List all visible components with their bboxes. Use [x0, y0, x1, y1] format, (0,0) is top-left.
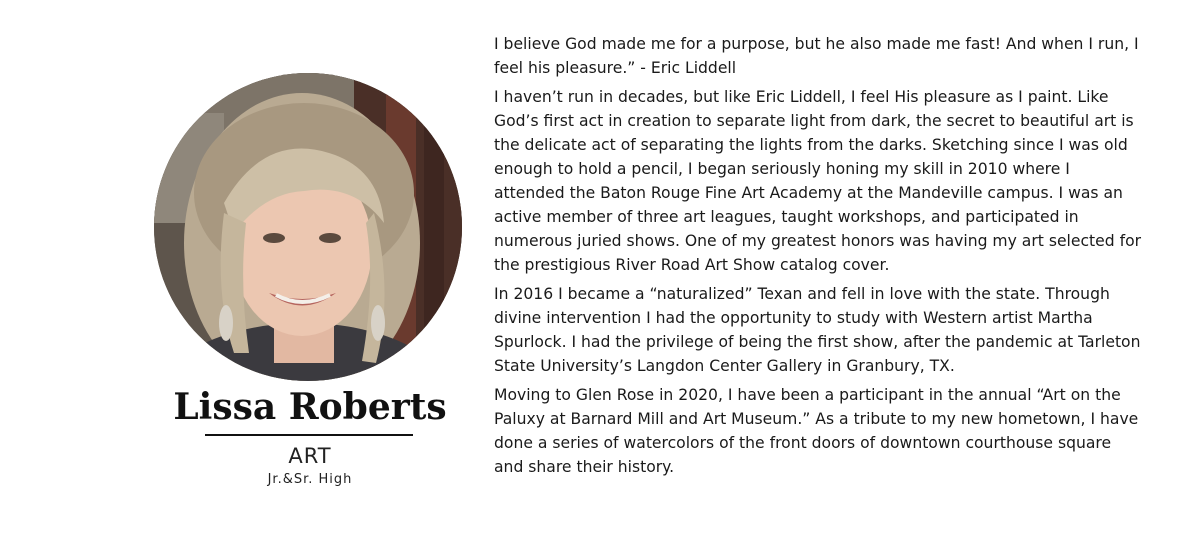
name-divider — [205, 434, 413, 436]
subject-label: ART — [288, 444, 332, 468]
bio-paragraph-texas: In 2016 I became a “naturalized” Texan and fell in love with the state. Through divine intervention I had the opportunity to study with Western artist Martha Spurlock. I had the privilege of being the first show, after the pandemic at Tarleton State University’s Langdon Center Gallery in Granbury, TX. — [494, 285, 1141, 375]
grade-label: Jr.&Sr. High — [267, 472, 353, 487]
bio-paragraph-quote: I believe God made me for a purpose, but he also made me fast! And when I run, I feel his pleasure.” - Eric Liddell — [494, 35, 1139, 77]
bio-paragraph-glen-rose: Moving to Glen Rose in 2020, I have been a participant in the annual “Art on the Paluxy at Barnard Mill and Art Museum.” As a tribute to my new hometown, I have done a series of watercolors of the front doors of downtown courthouse square and share their history. — [494, 386, 1139, 476]
bio-text — [494, 32, 1144, 484]
profile-card — [140, 60, 480, 510]
bio-paragraph-background: I haven’t run in decades, but like Eric Liddell, I feel His pleasure as I paint. Like God’s first act in creation to separate light from dark, the secret to beautiful art is the delicate act of separating the lights from the darks. Sketching since I was old enough to hold a pencil, I began seriously honing my skill in 2010 where I attended the Baton Rouge Fine Art Academy at the Mandeville campus. I was an active member of three art leagues, taught workshops, and participated in numerous juried shows. One of my greatest honors was having my art selected for the prestigious River Road Art Show catalog cover. — [494, 88, 1142, 274]
portrait-photo — [154, 73, 462, 381]
person-name: Lissa Roberts — [173, 386, 447, 428]
